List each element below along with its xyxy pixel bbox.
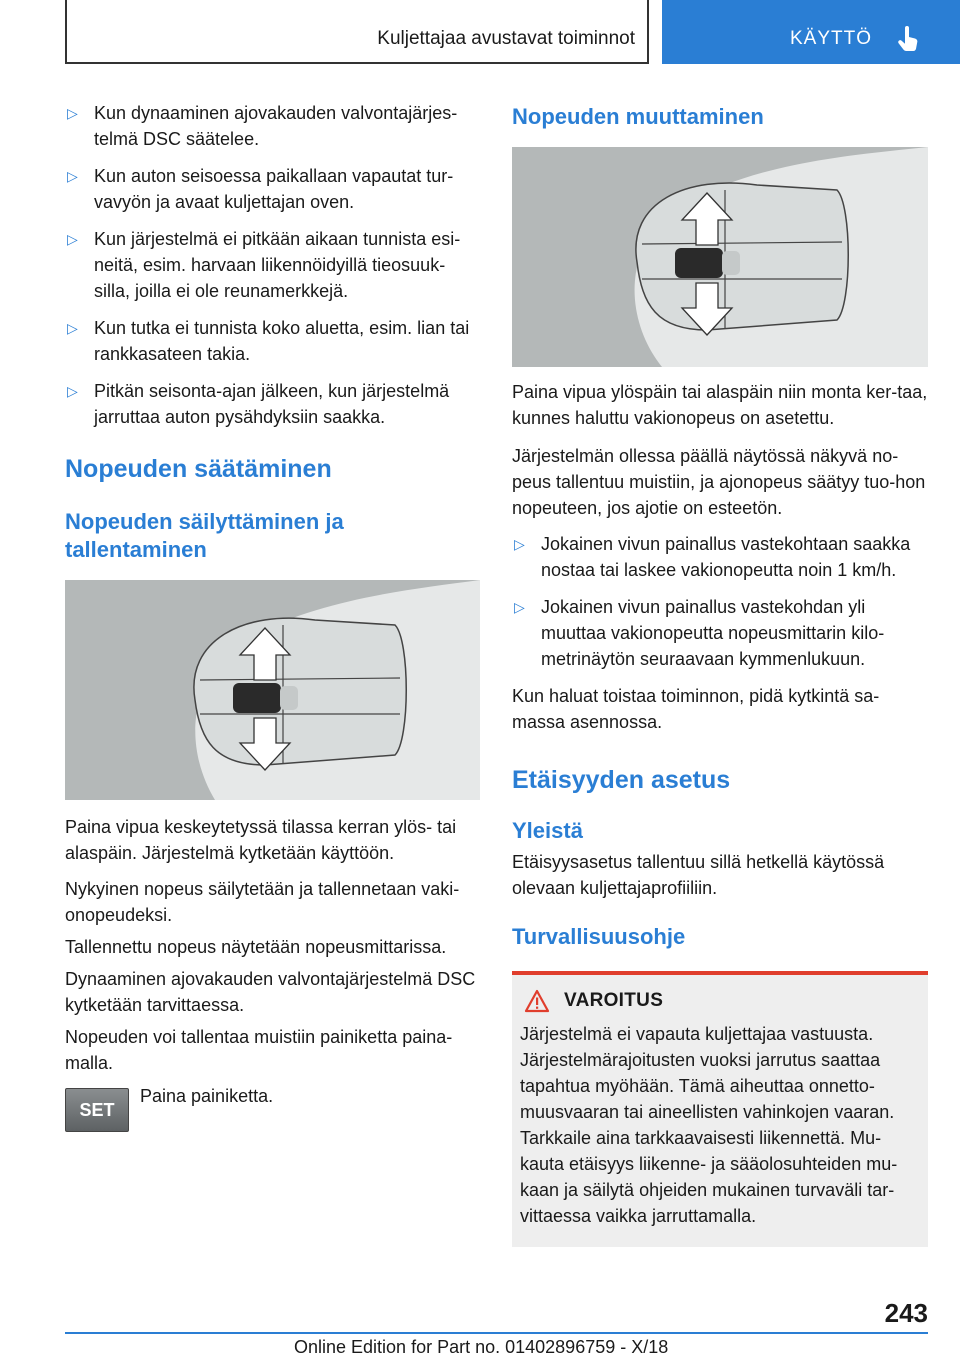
paragraph: Järjestelmän ollessa päällä näytössä näkyvä no-peus tallentuu muistiin, ja ajonopeus säätyy tuo-hon nopeuteen, jos ajotie on esteetön. — [512, 446, 926, 518]
section-tab — [662, 0, 960, 64]
list-item: ▷ Kun auton seisoessa paikallaan vapautat tur-vavyön ja avaat kuljettajan oven. — [65, 163, 480, 215]
subsection-heading: Nopeuden säilyttäminen ja tallentaminen — [65, 509, 344, 562]
set-instruction: Paina painiketta. — [140, 1086, 274, 1106]
paragraph: Nopeuden voi tallentaa muistiin painiketta paina-malla. — [65, 1027, 453, 1073]
set-button: SET — [65, 1088, 129, 1132]
paragraph: Dynaaminen ajovakauden valvontajärjestelmä DSC kytketään tarvittaessa. — [65, 969, 476, 1015]
list-item: ▷ Kun tutka ei tunnista koko aluetta, esim. lian tai rankkasateen takia. — [65, 315, 480, 367]
section-heading: Nopeuden säätäminen — [65, 455, 332, 483]
set-button-row — [65, 1086, 480, 1136]
edition-text: Online Edition for Part no. 01402896759 - X/18 — [294, 1337, 669, 1357]
bullet-triangle-icon: ▷ — [67, 383, 78, 399]
page-number: 243 — [884, 1298, 928, 1328]
paragraph: Paina vipua keskeytetyssä tilassa kerran ylös- tai alaspäin. Järjestelmä kytketään käyttöön. — [65, 817, 457, 863]
list-item: ▷ Kun järjestelmä ei pitkään aikaan tunnista esi-neitä, esim. harvaan liikennöidyillä tieosuuk-silla, joilla ei ole reunamerkkejä. — [65, 226, 480, 304]
subsection-heading: Turvallisuusohje — [512, 924, 686, 949]
footer-divider — [65, 1332, 928, 1334]
condition-list — [65, 100, 480, 430]
list-item: ▷ Jokainen vivun painallus vastekohtaan saakka nostaa tai laskee vakionopeutta noin 1 km/h. — [512, 531, 928, 583]
steering-wheel-lever-image — [512, 147, 928, 367]
bullet-triangle-icon: ▷ — [67, 105, 78, 121]
section-heading: Etäisyyden asetus — [512, 766, 731, 794]
hand-pointer-icon — [894, 24, 924, 54]
warning-box — [512, 971, 928, 1247]
paragraph: Paina vipua ylöspäin tai alaspäin niin monta ker-taa, kunnes haluttu vakionopeus on asetettu. — [512, 382, 928, 428]
paragraph: Etäisyysasetus tallentuu sillä hetkellä käytössä olevaan kuljettajaprofiiliin. — [512, 852, 885, 898]
list-item: ▷ Kun dynaaminen ajovakauden valvontajärjes-telmä DSC säätelee. — [65, 100, 480, 152]
chapter-title: Kuljettajaa avustavat toiminnot — [377, 28, 635, 49]
bullet-triangle-icon: ▷ — [67, 168, 78, 184]
header-bar — [65, 0, 649, 64]
bullet-triangle-icon: ▷ — [514, 536, 525, 552]
bullet-triangle-icon: ▷ — [67, 320, 78, 336]
section-label: KÄYTTÖ — [790, 28, 873, 49]
bullet-triangle-icon: ▷ — [514, 599, 525, 615]
warning-text: Järjestelmä ei vapauta kuljettajaa vastuusta. Järjestelmärajoitusten vuoksi jarrutus saattaa tapahtua myöhään. Tämä aiheuttaa onnetto-muusvaaran tai aineellisten vahinkojen vaaran. Tarkkaile aina tarkkaavaisesti liikennettä. Mu-kauta etäisyys liikenne- ja sääolosuhteiden mu-kaan ja säilytä ohjeiden mukainen turvaväli tar-vittaessa vaikka jarruttamalla. — [520, 1024, 898, 1226]
left-column — [65, 100, 480, 1136]
warning-title: VAROITUS — [564, 990, 664, 1011]
warning-triangle-icon — [524, 989, 550, 1013]
bullet-triangle-icon: ▷ — [67, 231, 78, 247]
paragraph: Nykyinen nopeus säilytetään ja tallennetaan vaki-onopeudeksi. — [65, 879, 460, 925]
paragraph: Tallennettu nopeus näytetään nopeusmittarissa. — [65, 937, 447, 957]
subsection-heading: Nopeuden muuttaminen — [512, 104, 764, 129]
paragraph: Kun haluat toistaa toiminnon, pidä kytkintä sa-massa asennossa. — [512, 686, 880, 732]
list-item: ▷ Pitkän seisonta-ajan jälkeen, kun järjestelmä jarruttaa auton pysähdyksiin saakka. — [65, 378, 480, 430]
list-item: ▷ Jokainen vivun painallus vastekohdan yli muuttaa vakionopeutta nopeusmittarin kilo-metrinäytön seuraavaan kymmenlukuun. — [512, 594, 928, 672]
subsection-heading: Yleistä — [512, 818, 583, 843]
right-column — [512, 100, 928, 1247]
warning-header — [520, 989, 918, 1013]
step-list — [512, 531, 928, 672]
steering-wheel-lever-image — [65, 580, 480, 800]
